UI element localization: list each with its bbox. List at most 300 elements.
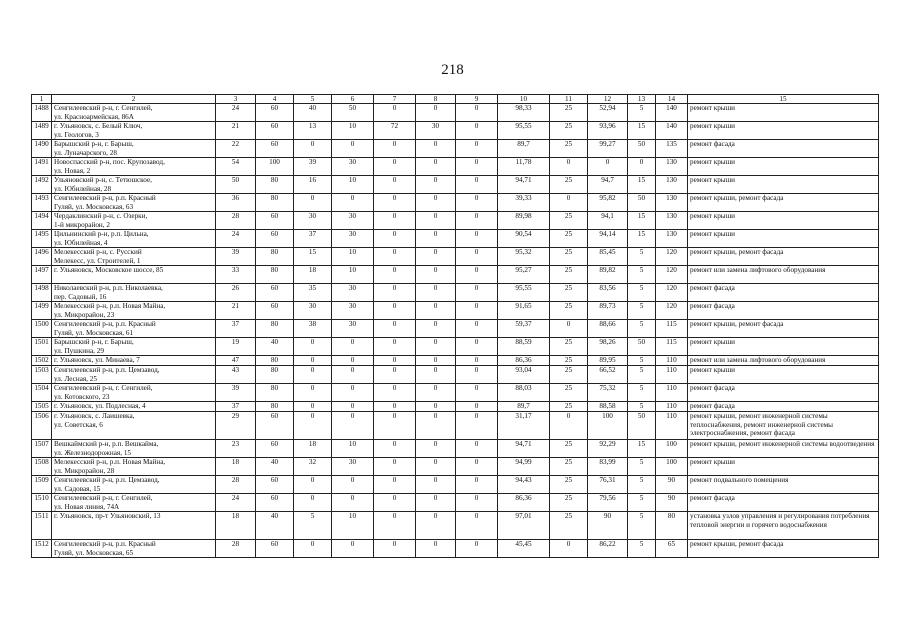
value-cell-c13: 50 [628,140,656,158]
value-cell-c7: 0 [374,302,416,320]
value-cell-c10: 95,27 [498,266,550,284]
value-cell-c7: 0 [374,212,416,230]
address-line: Гуляй, ул. Московская, 63 [54,202,134,211]
value-cell-c5: 0 [294,140,332,158]
value-cell-c5: 5 [294,512,332,540]
value-cell-c10: 95,32 [498,248,550,266]
value-cell-c6: 0 [332,494,374,512]
address-cell [52,494,216,512]
table-row [32,476,879,494]
value-cell-c3: 28 [216,540,256,558]
value-cell-c14: 130 [656,194,688,212]
value-cell-c5: 0 [294,356,332,366]
row-number-cell: 1498 [32,284,52,302]
value-cell-c13: 15 [628,122,656,140]
address-line: ул. Котовского, 23 [54,392,110,401]
value-cell-c9: 0 [456,104,498,122]
row-number-cell: 1505 [32,402,52,412]
value-cell-c9: 0 [456,140,498,158]
value-cell-c6: 0 [332,540,374,558]
value-cell-c9: 0 [456,494,498,512]
table-row [32,284,879,302]
address-cell [52,540,216,558]
value-cell-c13: 15 [628,176,656,194]
value-cell-c12: 94,7 [588,176,628,194]
column-header: 1 [32,95,52,104]
address-line: Сенгилеевский р-н, р.п. Красный [54,540,156,549]
table-row [32,512,879,540]
value-cell-c10: 89,7 [498,140,550,158]
value-cell-c13: 5 [628,356,656,366]
value-cell-c4: 60 [256,104,294,122]
address-line: Сенгилеевский р-н, г. Сенгилей, [54,494,153,503]
value-cell-c11: 25 [550,212,588,230]
value-cell-c9: 0 [456,366,498,384]
table-row [32,104,879,122]
value-cell-c8: 0 [416,338,456,356]
value-cell-c10: 89,7 [498,402,550,412]
value-cell-c6: 30 [332,212,374,230]
value-cell-c7: 0 [374,476,416,494]
value-cell-c11: 25 [550,104,588,122]
value-cell-c6: 0 [332,412,374,440]
value-cell-c12: 90 [588,512,628,540]
value-cell-c11: 0 [550,540,588,558]
value-cell-c6: 0 [332,384,374,402]
row-number-cell: 1488 [32,104,52,122]
value-cell-c9: 0 [456,284,498,302]
value-cell-c7: 0 [374,104,416,122]
value-cell-c8: 0 [416,412,456,440]
value-cell-c7: 0 [374,458,416,476]
value-cell-c3: 29 [216,412,256,440]
table-row [32,230,879,248]
value-cell-c13: 5 [628,266,656,284]
address-cell [52,176,216,194]
value-cell-c12: 98,26 [588,338,628,356]
address-line: ул. Юбилейная, 4 [54,238,108,247]
value-cell-c5: 18 [294,440,332,458]
table-row [32,194,879,212]
address-cell [52,412,216,440]
address-cell [52,266,216,284]
work-type-cell: ремонт крыши, ремонт фасада [688,320,879,338]
value-cell-c8: 30 [416,122,456,140]
value-cell-c9: 0 [456,356,498,366]
value-cell-c4: 60 [256,212,294,230]
table-row [32,176,879,194]
value-cell-c12: 88,66 [588,320,628,338]
address-line: ул. Лесная, 25 [54,374,97,383]
value-cell-c12: 86,22 [588,540,628,558]
column-header: 3 [216,95,256,104]
value-cell-c6: 0 [332,402,374,412]
value-cell-c4: 80 [256,320,294,338]
row-number-cell: 1495 [32,230,52,248]
value-cell-c4: 80 [256,356,294,366]
value-cell-c9: 0 [456,194,498,212]
work-type-cell: ремонт фасада [688,402,879,412]
value-cell-c9: 0 [456,302,498,320]
address-line: Цильнинский р-н, р.п. Цильна, [54,230,149,239]
value-cell-c3: 54 [216,158,256,176]
column-header: 14 [656,95,688,104]
address-line: ул. Садовая, 15 [54,484,101,493]
value-cell-c5: 15 [294,248,332,266]
address-cell [52,230,216,248]
value-cell-c13: 5 [628,248,656,266]
value-cell-c6: 50 [332,104,374,122]
address-line: Сенгилеевский р-н, р.п. Цемзавод, [54,366,160,375]
value-cell-c14: 115 [656,320,688,338]
value-cell-c10: 98,33 [498,104,550,122]
row-number-cell: 1507 [32,440,52,458]
address-cell [52,158,216,176]
value-cell-c6: 0 [332,194,374,212]
row-number-cell: 1492 [32,176,52,194]
row-number-cell: 1497 [32,266,52,284]
value-cell-c14: 90 [656,476,688,494]
value-cell-c12: 94,14 [588,230,628,248]
value-cell-c13: 15 [628,212,656,230]
value-cell-c8: 0 [416,302,456,320]
address-line: Сенгилеевский р-н, г. Сенгилей, [54,104,153,113]
value-cell-c13: 5 [628,476,656,494]
value-cell-c5: 30 [294,302,332,320]
value-cell-c7: 0 [374,356,416,366]
address-cell [52,122,216,140]
value-cell-c13: 15 [628,440,656,458]
table-row [32,320,879,338]
value-cell-c12: 85,45 [588,248,628,266]
table-body [32,95,879,558]
value-cell-c3: 43 [216,366,256,384]
value-cell-c10: 95,55 [498,284,550,302]
value-cell-c5: 18 [294,266,332,284]
value-cell-c8: 0 [416,402,456,412]
value-cell-c5: 0 [294,402,332,412]
value-cell-c5: 0 [294,476,332,494]
value-cell-c11: 25 [550,476,588,494]
value-cell-c7: 0 [374,440,416,458]
value-cell-c6: 30 [332,230,374,248]
address-line: ул. Луначарского, 28 [54,148,117,157]
value-cell-c5: 39 [294,158,332,176]
work-type-cell: ремонт крыши [688,176,879,194]
table-row [32,140,879,158]
address-cell [52,140,216,158]
value-cell-c14: 120 [656,302,688,320]
work-type-cell: ремонт крыши [688,158,879,176]
value-cell-c9: 0 [456,458,498,476]
value-cell-c5: 16 [294,176,332,194]
work-type-cell: ремонт крыши, ремонт фасада [688,540,879,558]
address-cell [52,476,216,494]
row-number-cell: 1494 [32,212,52,230]
value-cell-c12: 75,32 [588,384,628,402]
address-line: ул. Микрорайон, 23 [54,310,115,319]
address-cell [52,384,216,402]
value-cell-c14: 100 [656,440,688,458]
value-cell-c10: 89,98 [498,212,550,230]
address-cell [52,512,216,540]
value-cell-c8: 0 [416,266,456,284]
value-cell-c13: 50 [628,338,656,356]
value-cell-c9: 0 [456,122,498,140]
value-cell-c13: 0 [628,158,656,176]
value-cell-c5: 0 [294,194,332,212]
value-cell-c5: 37 [294,230,332,248]
column-header: 2 [52,95,216,104]
work-type-cell: ремонт фасада [688,140,879,158]
address-line: Ульяновский р-н, с. Тетюшское, [54,176,152,185]
row-number-cell: 1510 [32,494,52,512]
value-cell-c14: 110 [656,402,688,412]
value-cell-c10: 95,55 [498,122,550,140]
value-cell-c5: 0 [294,384,332,402]
value-cell-c9: 0 [456,212,498,230]
value-cell-c8: 0 [416,194,456,212]
value-cell-c7: 0 [374,230,416,248]
value-cell-c4: 60 [256,494,294,512]
value-cell-c14: 80 [656,512,688,540]
address-cell [52,338,216,356]
work-type-cell: ремонт крыши, ремонт инженерной системы теплоснабжения, ремонт инженерной системы электроснабжения, ремонт фасада [688,412,879,440]
table-row [32,384,879,402]
value-cell-c8: 0 [416,230,456,248]
table-row [32,266,879,284]
work-type-cell: ремонт крыши, ремонт фасада [688,194,879,212]
value-cell-c12: 95,82 [588,194,628,212]
row-number-cell: 1509 [32,476,52,494]
value-cell-c3: 28 [216,476,256,494]
value-cell-c14: 140 [656,104,688,122]
row-number-cell: 1490 [32,140,52,158]
value-cell-c10: 86,36 [498,494,550,512]
table-row [32,356,879,366]
address-cell [52,284,216,302]
address-cell [52,366,216,384]
value-cell-c8: 0 [416,248,456,266]
value-cell-c12: 94,1 [588,212,628,230]
value-cell-c9: 0 [456,158,498,176]
value-cell-c3: 47 [216,356,256,366]
row-number-cell: 1489 [32,122,52,140]
value-cell-c13: 5 [628,320,656,338]
value-cell-c14: 120 [656,266,688,284]
value-cell-c8: 0 [416,440,456,458]
value-cell-c11: 25 [550,266,588,284]
value-cell-c9: 0 [456,176,498,194]
value-cell-c12: 66,52 [588,366,628,384]
value-cell-c8: 0 [416,494,456,512]
row-number-cell: 1493 [32,194,52,212]
row-number-cell: 1500 [32,320,52,338]
value-cell-c4: 60 [256,540,294,558]
value-cell-c3: 21 [216,122,256,140]
value-cell-c7: 0 [374,412,416,440]
address-line: Мелекесс, ул. Строителей, 1 [54,256,141,265]
value-cell-c10: 93,04 [498,366,550,384]
address-line: Барышский р-н, г. Барыш, [54,140,134,149]
work-type-cell: ремонт или замена лифтового оборудования [688,356,879,366]
value-cell-c6: 0 [332,476,374,494]
value-cell-c6: 0 [332,356,374,366]
table-row [32,540,879,558]
value-cell-c7: 0 [374,158,416,176]
value-cell-c4: 60 [256,284,294,302]
value-cell-c8: 0 [416,384,456,402]
address-cell [52,356,216,366]
value-cell-c8: 0 [416,366,456,384]
value-cell-c11: 25 [550,458,588,476]
value-cell-c12: 79,56 [588,494,628,512]
work-type-cell: ремонт или замена лифтового оборудования [688,266,879,284]
table-row [32,402,879,412]
row-number-cell: 1508 [32,458,52,476]
value-cell-c10: 11,78 [498,158,550,176]
address-line: г. Ульяновск, Московское шоссе, 85 [54,266,164,275]
value-cell-c11: 25 [550,440,588,458]
value-cell-c9: 0 [456,320,498,338]
value-cell-c3: 36 [216,194,256,212]
table-row [32,458,879,476]
value-cell-c7: 0 [374,176,416,194]
row-number-cell: 1506 [32,412,52,440]
table-row [32,158,879,176]
work-type-cell: ремонт фасада [688,384,879,402]
address-line: пер. Садовый, 16 [54,292,107,301]
value-cell-c3: 18 [216,512,256,540]
value-cell-c10: 31,17 [498,412,550,440]
value-cell-c3: 22 [216,140,256,158]
value-cell-c14: 130 [656,176,688,194]
value-cell-c14: 140 [656,122,688,140]
address-cell [52,104,216,122]
value-cell-c8: 0 [416,104,456,122]
value-cell-c10: 59,37 [498,320,550,338]
value-cell-c13: 5 [628,512,656,540]
address-line: Сенгилеевский р-н, р.п. Красный [54,320,156,329]
value-cell-c7: 0 [374,512,416,540]
value-cell-c9: 0 [456,384,498,402]
address-line: Сенгилеевский р-н, г. Сенгилей, [54,384,153,393]
value-cell-c12: 76,31 [588,476,628,494]
row-number-cell: 1503 [32,366,52,384]
value-cell-c6: 10 [332,176,374,194]
value-cell-c11: 25 [550,302,588,320]
value-cell-c10: 45,45 [498,540,550,558]
value-cell-c10: 94,43 [498,476,550,494]
value-cell-c3: 28 [216,212,256,230]
value-cell-c3: 39 [216,384,256,402]
value-cell-c5: 0 [294,494,332,512]
value-cell-c10: 88,59 [498,338,550,356]
value-cell-c14: 65 [656,540,688,558]
row-number-cell: 1511 [32,512,52,540]
value-cell-c10: 94,71 [498,176,550,194]
column-header: 10 [498,95,550,104]
value-cell-c7: 72 [374,122,416,140]
value-cell-c11: 25 [550,284,588,302]
address-line: г. Ульяновск, ул. Подлесная, 4 [54,402,146,411]
value-cell-c6: 0 [332,338,374,356]
value-cell-c4: 40 [256,338,294,356]
value-cell-c14: 130 [656,230,688,248]
value-cell-c6: 10 [332,122,374,140]
value-cell-c4: 40 [256,458,294,476]
value-cell-c8: 0 [416,320,456,338]
address-cell [52,212,216,230]
value-cell-c6: 30 [332,320,374,338]
value-cell-c8: 0 [416,458,456,476]
value-cell-c14: 135 [656,140,688,158]
column-header: 6 [332,95,374,104]
address-line: Чердаклинский р-н, с. Озерки, [54,212,148,221]
value-cell-c9: 0 [456,338,498,356]
value-cell-c10: 39,33 [498,194,550,212]
address-line: Мелекесский р-н, р.п. Новая Майна, [54,458,166,467]
value-cell-c11: 25 [550,176,588,194]
value-cell-c11: 25 [550,512,588,540]
value-cell-c13: 5 [628,302,656,320]
value-cell-c11: 25 [550,366,588,384]
value-cell-c4: 60 [256,140,294,158]
value-cell-c4: 60 [256,230,294,248]
address-cell [52,302,216,320]
value-cell-c13: 15 [628,230,656,248]
value-cell-c4: 80 [256,402,294,412]
value-cell-c6: 10 [332,248,374,266]
row-number-cell: 1496 [32,248,52,266]
value-cell-c12: 88,58 [588,402,628,412]
address-line: Новоспасский р-н, пос. Крупозавод, [54,158,165,167]
value-cell-c13: 5 [628,384,656,402]
work-type-cell: ремонт фасада [688,494,879,512]
table-row [32,338,879,356]
value-cell-c10: 88,03 [498,384,550,402]
value-cell-c11: 25 [550,140,588,158]
column-header: 15 [688,95,879,104]
value-cell-c12: 52,94 [588,104,628,122]
value-cell-c12: 100 [588,412,628,440]
column-header: 11 [550,95,588,104]
address-line: Вешкаймский р-н, р.п. Вешкайма, [54,440,159,449]
value-cell-c6: 30 [332,158,374,176]
address-line: Барышский р-н, г. Барыш, [54,338,134,347]
value-cell-c14: 110 [656,356,688,366]
work-type-cell: ремонт крыши [688,366,879,384]
address-line: Николаевский р-н, р.п. Николаевка, [54,284,163,293]
value-cell-c7: 0 [374,140,416,158]
value-cell-c11: 25 [550,248,588,266]
address-cell [52,458,216,476]
value-cell-c3: 21 [216,302,256,320]
address-cell [52,320,216,338]
address-line: ул. Советская, 6 [54,420,103,429]
value-cell-c11: 25 [550,494,588,512]
address-line: Мелекесский р-н, с. Русский [54,248,142,257]
value-cell-c13: 50 [628,194,656,212]
value-cell-c4: 60 [256,302,294,320]
address-line: Гуляй, ул. Московская, 61 [54,328,134,337]
address-line: ул. Железнодорожная, 15 [54,448,132,457]
value-cell-c5: 0 [294,338,332,356]
value-cell-c7: 0 [374,320,416,338]
value-cell-c12: 89,95 [588,356,628,366]
value-cell-c3: 24 [216,494,256,512]
value-cell-c14: 120 [656,284,688,302]
